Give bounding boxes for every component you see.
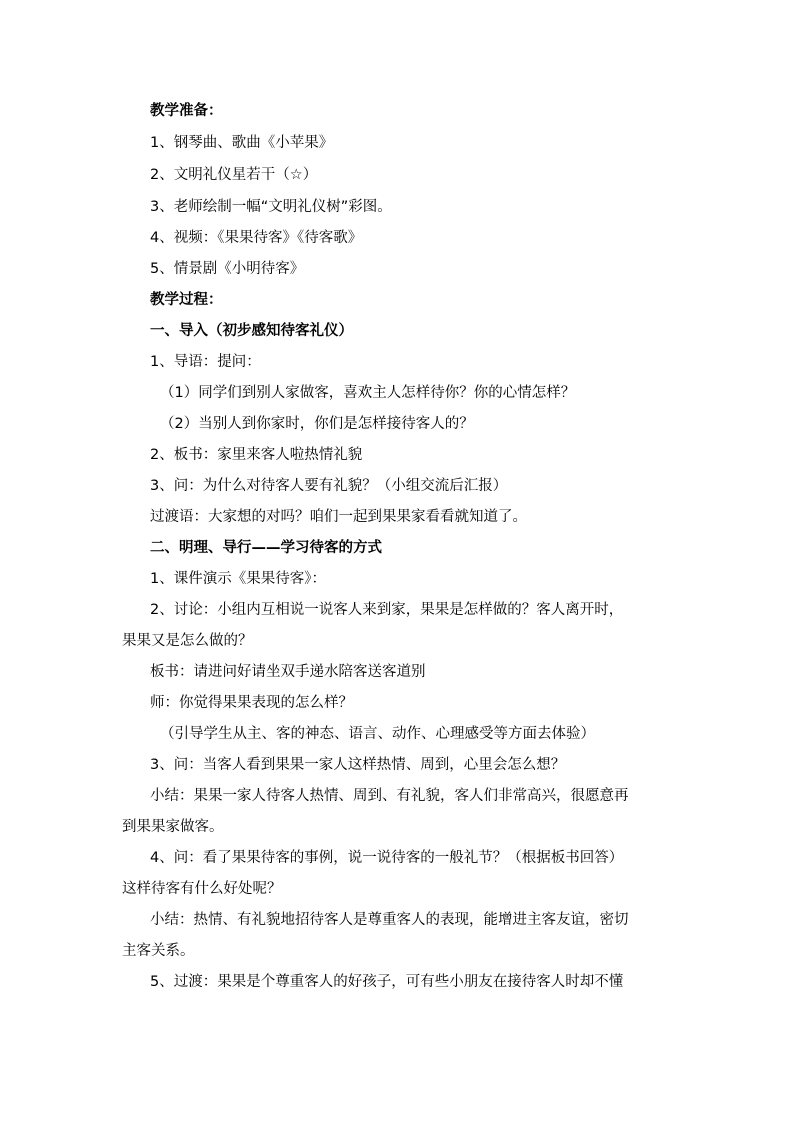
paragraph: 师：你觉得果果表现的怎么样？ bbox=[150, 695, 353, 711]
paragraph: 3、问：为什么对待客人要有礼貌？（小组交流后汇报） bbox=[150, 478, 508, 494]
paragraph: （引导学生从主、客的神态、语言、动作、心理感受等方面去体验） bbox=[160, 726, 595, 742]
prep-item-3: 3、老师绘制一幅“文明礼仪树”彩图。 bbox=[150, 199, 392, 215]
section-1-heading: 一、导入（初步感知待客礼仪） bbox=[150, 323, 353, 339]
prep-item-4: 4、视频：《果果待客》《待客歌》 bbox=[150, 230, 363, 246]
paragraph: 这样待客有什么好处呢？ bbox=[122, 881, 282, 897]
paragraph: 小结：果果一家人待客人热情、周到、有礼貌，客人们非常高兴，很愿意再 bbox=[150, 788, 629, 804]
paragraph: 过渡语：大家想的对吗？咱们一起到果果家看看就知道了。 bbox=[150, 509, 527, 525]
prep-item-5: 5、情景剧《小明待客》 bbox=[150, 261, 305, 277]
paragraph: 2、讨论：小组内互相说一说客人来到家，果果是怎样做的？客人离开时， bbox=[150, 602, 624, 618]
paragraph: 果果又是怎么做的？ bbox=[122, 633, 253, 649]
paragraph: 到果果家做客。 bbox=[122, 819, 224, 835]
paragraph: 小结：热情、有礼貌地招待客人是尊重客人的表现，能增进主客友谊，密切 bbox=[150, 912, 629, 928]
paragraph: 3、问：当客人看到果果一家人这样热情、周到，心里会怎么想？ bbox=[150, 757, 566, 773]
heading-teaching-process: 教学过程： bbox=[150, 292, 223, 308]
paragraph: （2）当别人到你家时，你们是怎样接待客人的？ bbox=[160, 416, 474, 432]
paragraph: 板书：请进问好请坐双手递水陪客送客道别 bbox=[150, 664, 426, 680]
heading-teaching-preparation: 教学准备： bbox=[150, 103, 223, 119]
section-2-heading: 二、明理、导行——学习待客的方式 bbox=[150, 540, 382, 556]
prep-item-1: 1、钢琴曲、歌曲《小苹果》 bbox=[150, 135, 334, 151]
paragraph: 2、板书：家里来客人啦热情礼貌 bbox=[150, 447, 363, 463]
paragraph: 1、导语：提问： bbox=[150, 354, 261, 370]
paragraph: 5、过渡：果果是个尊重客人的好孩子，可有些小朋友在接待客人时却不懂 bbox=[150, 974, 624, 990]
paragraph: （1）同学们到别人家做客，喜欢主人怎样待你？你的心情怎样？ bbox=[160, 385, 576, 401]
paragraph: 1、课件演示《果果待客》： bbox=[150, 571, 326, 587]
paragraph: 4、问：看了果果待客的事例，说一说待客的一般礼节？（根据板书回答） bbox=[150, 850, 624, 866]
paragraph: 主客关系。 bbox=[122, 943, 195, 959]
prep-item-2: 2、文明礼仪星若干（☆） bbox=[150, 167, 318, 183]
